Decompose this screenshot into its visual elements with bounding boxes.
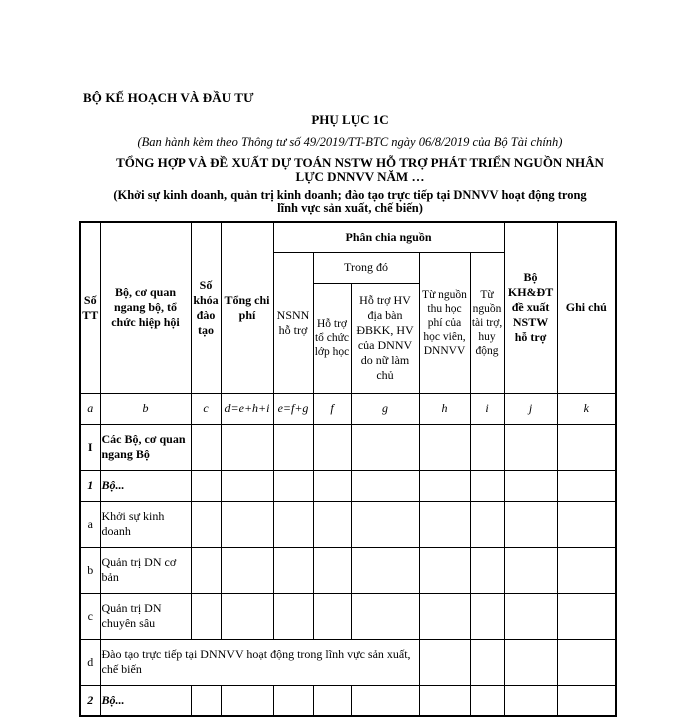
header-total-cost: Tổng chi phí bbox=[221, 222, 273, 393]
index-cell: b bbox=[100, 393, 191, 424]
cell bbox=[191, 501, 221, 547]
column-index-row bbox=[80, 393, 616, 424]
cell bbox=[273, 470, 313, 501]
header-student-support: Hỗ trợ HV địa bàn ĐBKK, HV của DNNV do nữ làm chủ bbox=[351, 283, 419, 393]
cell bbox=[351, 501, 419, 547]
header-nsnn: NSNN hỗ trợ bbox=[273, 252, 313, 393]
cell bbox=[273, 685, 313, 716]
table-row bbox=[80, 501, 616, 547]
cell bbox=[470, 593, 504, 639]
header-of-which: Trong đó bbox=[313, 252, 419, 283]
cell bbox=[419, 593, 470, 639]
cell bbox=[273, 547, 313, 593]
index-cell: h bbox=[419, 393, 470, 424]
cell bbox=[351, 424, 419, 470]
cell bbox=[191, 470, 221, 501]
subtitle-line-1: (Khởi sự kinh doanh, quản trị kinh doanh; đào tạo trực tiếp tại DNNVV hoạt động trong bbox=[113, 188, 587, 202]
cell bbox=[504, 424, 557, 470]
cell bbox=[557, 593, 616, 639]
cell bbox=[221, 685, 273, 716]
row-stt: a bbox=[80, 501, 100, 547]
cell bbox=[191, 593, 221, 639]
index-cell: c bbox=[191, 393, 221, 424]
cell bbox=[419, 639, 470, 685]
index-cell: a bbox=[80, 393, 100, 424]
cell bbox=[557, 424, 616, 470]
row-label: Bộ... bbox=[100, 470, 191, 501]
row-label: Quản trị DN chuyên sâu bbox=[100, 593, 191, 639]
header-ministry-proposal: Bộ KH&ĐT đề xuất NSTW hỗ trợ bbox=[504, 222, 557, 393]
cell bbox=[191, 424, 221, 470]
cell bbox=[313, 593, 351, 639]
cell bbox=[504, 593, 557, 639]
header-stt: Số TT bbox=[80, 222, 100, 393]
cell bbox=[557, 685, 616, 716]
title-line-1: TỔNG HỢP VÀ ĐỀ XUẤT DỰ TOÁN NSTW HỖ TRỢ PHÁT TRIỂN NGUỒN NHÂN bbox=[116, 155, 604, 170]
issued-with-note: (Ban hành kèm theo Thông tư số 49/2019/TT-BTC ngày 06/8/2019 của Bộ Tài chính) bbox=[137, 135, 563, 149]
row-stt: b bbox=[80, 547, 100, 593]
row-label: Bộ... bbox=[100, 685, 191, 716]
cell bbox=[221, 424, 273, 470]
cell bbox=[191, 547, 221, 593]
cell bbox=[221, 470, 273, 501]
row-stt: 1 bbox=[80, 470, 100, 501]
document-subtitle bbox=[80, 189, 620, 215]
row-label: Quản trị DN cơ bản bbox=[100, 547, 191, 593]
cell bbox=[221, 547, 273, 593]
header-courses: Số khóa đào tạo bbox=[191, 222, 221, 393]
index-cell: g bbox=[351, 393, 419, 424]
cell bbox=[273, 424, 313, 470]
cell bbox=[273, 593, 313, 639]
table-row bbox=[80, 424, 616, 470]
index-cell: j bbox=[504, 393, 557, 424]
index-cell: f bbox=[313, 393, 351, 424]
header-source-split: Phân chia nguồn bbox=[273, 222, 504, 252]
row-label: Đào tạo trực tiếp tại DNNVV hoạt động trong lĩnh vực sản xuất, chế biến bbox=[100, 639, 419, 685]
index-cell: d=e+h+i bbox=[221, 393, 273, 424]
row-stt: c bbox=[80, 593, 100, 639]
cell bbox=[313, 424, 351, 470]
cell bbox=[557, 639, 616, 685]
cell bbox=[419, 501, 470, 547]
header-notes: Ghi chú bbox=[557, 222, 616, 393]
header-agency: Bộ, cơ quan ngang bộ, tổ chức hiệp hội bbox=[100, 222, 191, 393]
header-sponsor: Từ nguồn tài trợ, huy động bbox=[470, 252, 504, 393]
table-row bbox=[80, 593, 616, 639]
cell bbox=[221, 501, 273, 547]
cell bbox=[504, 639, 557, 685]
cell bbox=[313, 470, 351, 501]
budget-table bbox=[79, 221, 617, 717]
document-title bbox=[110, 156, 610, 184]
table-row bbox=[80, 547, 616, 593]
appendix-label: PHỤ LỤC 1C bbox=[311, 112, 389, 127]
cell bbox=[351, 547, 419, 593]
cell bbox=[273, 501, 313, 547]
cell bbox=[470, 424, 504, 470]
organization-name: BỘ KẾ HOẠCH VÀ ĐẦU TƯ bbox=[83, 90, 254, 105]
index-cell: e=f+g bbox=[273, 393, 313, 424]
cell bbox=[351, 685, 419, 716]
index-cell: k bbox=[557, 393, 616, 424]
cell bbox=[313, 685, 351, 716]
table-row bbox=[80, 470, 616, 501]
cell bbox=[557, 547, 616, 593]
cell bbox=[221, 593, 273, 639]
header-tuition: Từ nguồn thu học phí của học viên, DNNVV bbox=[419, 252, 470, 393]
cell bbox=[419, 470, 470, 501]
header-class-support: Hỗ trợ tổ chức lớp học bbox=[313, 283, 351, 393]
cell bbox=[191, 685, 221, 716]
cell bbox=[504, 547, 557, 593]
cell bbox=[313, 547, 351, 593]
row-stt: 2 bbox=[80, 685, 100, 716]
cell bbox=[504, 501, 557, 547]
title-line-2: LỰC DNNVV NĂM … bbox=[295, 169, 425, 184]
cell bbox=[504, 685, 557, 716]
cell bbox=[351, 470, 419, 501]
cell bbox=[557, 470, 616, 501]
cell bbox=[470, 501, 504, 547]
row-label: Khởi sự kinh doanh bbox=[100, 501, 191, 547]
cell bbox=[470, 547, 504, 593]
row-stt: d bbox=[80, 639, 100, 685]
row-stt: I bbox=[80, 424, 100, 470]
index-cell: i bbox=[470, 393, 504, 424]
cell bbox=[419, 685, 470, 716]
cell bbox=[470, 639, 504, 685]
cell bbox=[419, 547, 470, 593]
cell bbox=[504, 470, 557, 501]
cell bbox=[313, 501, 351, 547]
cell bbox=[419, 424, 470, 470]
cell bbox=[351, 593, 419, 639]
table-row bbox=[80, 639, 616, 685]
cell bbox=[470, 685, 504, 716]
cell bbox=[470, 470, 504, 501]
table-row bbox=[80, 685, 616, 716]
subtitle-line-2: lĩnh vực sản xuất, chế biến) bbox=[277, 201, 423, 215]
row-label: Các Bộ, cơ quan ngang Bộ bbox=[100, 424, 191, 470]
cell bbox=[557, 501, 616, 547]
